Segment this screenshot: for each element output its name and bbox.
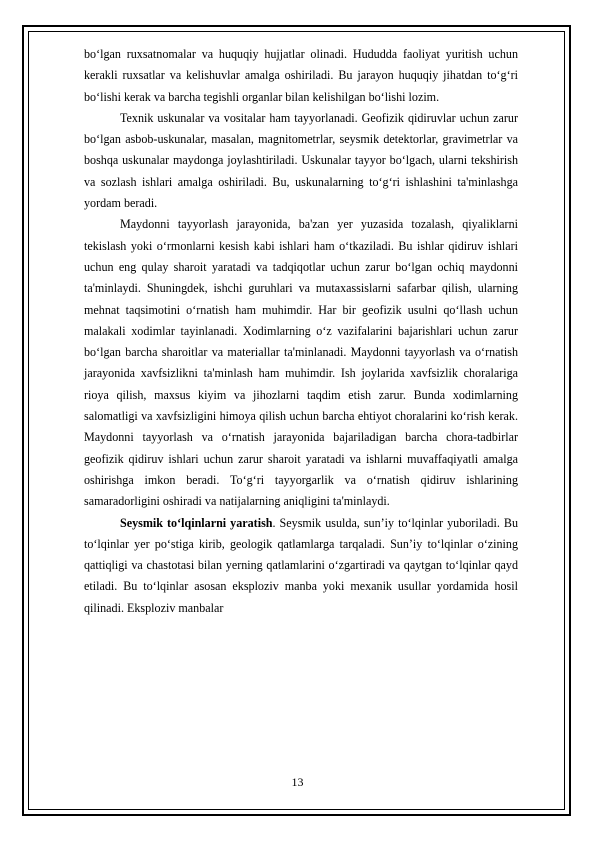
paragraph-equipment: Texnik uskunalar va vositalar ham tayyorlanadi. Geofizik qidiruvlar uchun zarur bo‘lgan asbob-uskunalar, masalan, magnitometrlar, seysmik detektorlar, gravimetrlar va boshqa uskunalar maydonga joylashtiriladi. Uskunalar tayyor bo‘lgach, ularni tekshirish va sozlash ishlari amalga oshiriladi. Bu, uskunalarning to‘g‘ri ishlashini ta'minlashga yordam beradi. [84, 110, 518, 211]
section-heading-seismic-waves: Seysmik to‘lqinlarni yaratish [120, 515, 273, 530]
document-body [84, 44, 518, 619]
paragraph-seismic-waves-text: . Seysmik usulda, sun’iy to‘lqinlar yuboriladi. Bu to‘lqinlar yer po‘stiga kirib, geologik qatlamlarga tarqaladi. Sun’iy to‘lqinlar o‘zining qattiqligi va chastotasi bilan yerning qatlamlarini o‘zgartiradi va qaytgan to‘lqinlar qayd etiladi. Bu to‘lqinlar asosan eksploziv manba yoki mexanik usullar yordamida hosil qilinadi. Eksploziv manbalar [84, 515, 518, 615]
page-number: 13 [291, 775, 304, 789]
paragraph-site-preparation: Maydonni tayyorlash jarayonida, ba'zan yer yuzasida tozalash, qiyaliklarni tekislash yoki o‘rmonlarni kesish kabi ishlari ham o‘tkaziladi. Bu ishlar qidiruv ishlari uchun eng qulay sharoit yaratadi va tadqiqotlar uchun zarur bo‘lgan ochiq maydonni ta'minlaydi. Shuningdek, ishchi guruhlari va mutaxassislarni safarbar qilish, ularning mehnat taqsimotini o‘rnatish ham muhimdir. Har bir geofizik usulni qo‘llash uchun malakali xodimlar tayinlanadi. Xodimlarning o‘z vazifalarini bajarishlari uchun zarur bo‘lgan barcha sharoitlar va materiallar ta'minlanadi. Maydonni tayyorlash va o‘rnatish jarayonida xavfsizlikni ta'minlash ham muhimdir. Ish joylarida xavfsizlik choralariga rioya qilish, maxsus kiyim va jihozlarni taqdim etish zarur. Bunda xodimlarning salomatligi va xavfsizligini himoya qilish uchun barcha ehtiyot choralarini ko‘rish kerak. Maydonni tayyorlash va o‘rnatish jarayonida bajariladigan barcha chora-tadbirlar geofizik qidiruv ishlari uchun zarur sharoit yaratadi va ishlarni muvaffaqiyatli amalga oshirishga imkon beradi. To‘g‘ri tayyorgarlik va o‘rnatish qidiruv ishlarining samaradorligini oshiradi va natijalarning aniqligini ta'minlaydi. [84, 217, 518, 509]
paragraph-seismic-waves [84, 513, 518, 619]
paragraph-permits: bo‘lgan ruxsatnomalar va huquqiy hujjatlar olinadi. Hududda faoliyat yuritish uchun kerakli ruxsatlar va kelishuvlar amalga oshiriladi. Bu jarayon huquqiy jihatdan to‘g‘ri bo‘lishi kerak va barcha tegishli organlar bilan kelishilgan bo‘lishi lozim. [84, 47, 518, 104]
